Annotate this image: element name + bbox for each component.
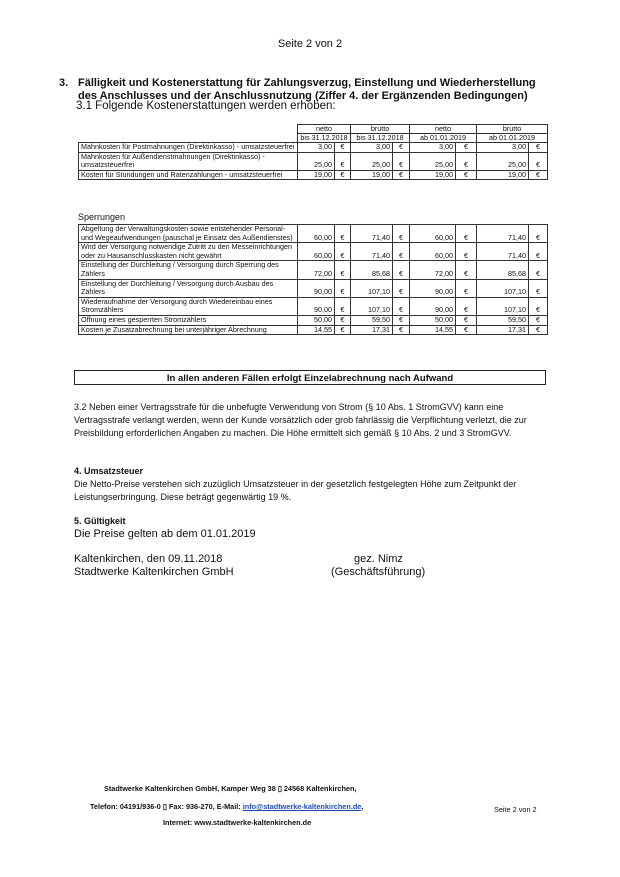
price-value: 14,55: [298, 325, 335, 335]
section-5-text: Die Preise gelten ab dem 01.01.2019: [74, 528, 256, 540]
currency-symbol: €: [456, 225, 477, 243]
price-value: 107,10: [477, 279, 529, 297]
currency-symbol: €: [393, 143, 410, 153]
table-row: [79, 225, 548, 243]
price-value: 72,00: [298, 261, 335, 279]
currency-symbol: €: [529, 297, 548, 315]
section-3-2-text: 3.2 Neben einer Vertragsstrafe für die unbefugte Verwendung von Strom (§ 10 Abs. 1 StromGVV) kann eine Vertragsstrafe verlangt werden, wenn der Kunde vorsätzlich oder grob fahrlässig die Verpflichtung verletzt, die zur Preisbildung erforderlichen Angaben zu machen. Die Höhe ermittelt sich gemäß § 10 Abs. 2 und 3 StromGVV.: [74, 402, 527, 438]
section-5-title: 5. Gültigkeit: [74, 516, 126, 526]
footer-contact-text: Telefon: 04191/936-0 ▯ Fax: 936-270, E-Mail:: [90, 802, 243, 811]
header-brutto-2018: brutto: [351, 125, 410, 134]
table-row: [79, 261, 548, 279]
currency-symbol: €: [393, 152, 410, 170]
row-label: Mahnkosten für Außendienstmahnungen (Direktinkasso) - umsatzsteuerfrei: [79, 152, 298, 170]
table-row: [79, 315, 548, 325]
currency-symbol: €: [393, 261, 410, 279]
currency-symbol: €: [529, 243, 548, 261]
currency-symbol: €: [529, 170, 548, 180]
price-value: 107,10: [351, 279, 393, 297]
row-label: Wiederaufnahme der Versorgung durch Wiedereinbau eines Stromzählers: [79, 297, 298, 315]
currency-symbol: €: [393, 279, 410, 297]
currency-symbol: €: [393, 225, 410, 243]
currency-symbol: €: [335, 279, 351, 297]
price-value: 25,00: [351, 152, 393, 170]
price-value: 19,00: [410, 170, 456, 180]
price-value: 50,00: [410, 315, 456, 325]
footer-contact-suffix: ,: [361, 802, 364, 811]
price-value: 90,00: [410, 279, 456, 297]
price-value: 90,00: [298, 297, 335, 315]
signature-company: Stadtwerke Kaltenkirchen GmbH: [74, 566, 234, 578]
price-value: 71,40: [351, 243, 393, 261]
currency-symbol: €: [529, 225, 548, 243]
price-value: 59,50: [351, 315, 393, 325]
price-value: 85,68: [477, 261, 529, 279]
table-row: [79, 143, 548, 153]
header-netto-2019: netto: [410, 125, 477, 134]
fee-table-reminders: [78, 124, 548, 180]
currency-symbol: €: [529, 279, 548, 297]
currency-symbol: €: [456, 261, 477, 279]
currency-symbol: €: [393, 297, 410, 315]
currency-symbol: €: [335, 261, 351, 279]
currency-symbol: €: [529, 325, 548, 335]
currency-symbol: €: [456, 315, 477, 325]
price-value: 19,00: [477, 170, 529, 180]
row-label: Abgeltung der Verwaltungskosten sowie entstehender Personal- und Wegeaufwendungen (pauschal je Einsatz des Außendienstes): [79, 225, 298, 243]
currency-symbol: €: [529, 315, 548, 325]
section-3-number: 3.: [59, 77, 69, 89]
table-row: [79, 279, 548, 297]
currency-symbol: €: [335, 315, 351, 325]
price-value: 50,00: [298, 315, 335, 325]
price-value: 59,50: [477, 315, 529, 325]
price-value: 3,00: [410, 143, 456, 153]
price-value: 107,10: [351, 297, 393, 315]
row-label: Wird der Versorgung notwendige Zutritt zu den Messeinrichtungen oder zu Hausanschlusskasten nicht gewährt: [79, 243, 298, 261]
footer-website: Internet: www.stadtwerke-kaltenkirchen.de: [163, 818, 312, 827]
currency-symbol: €: [335, 152, 351, 170]
price-value: 71,40: [351, 225, 393, 243]
price-value: 90,00: [298, 279, 335, 297]
section-4-text: Die Netto-Preise verstehen sich zuzüglich Umsatzsteuer in der gesetzlich festgelegten Höhe zum Zeitpunkt der Leistungserbringung. Diese beträgt gegenwärtig 19 %.: [74, 479, 517, 502]
row-label: Einstellung der Durchleitung / Versorgung durch Sperrung des Zählers: [79, 261, 298, 279]
signature-place-date: Kaltenkirchen, den 09.11.2018: [74, 553, 223, 565]
currency-symbol: €: [335, 243, 351, 261]
header-period: ab 01.01.2019: [410, 134, 477, 143]
currency-symbol: €: [335, 297, 351, 315]
billing-banner: In allen anderen Fällen erfolgt Einzelabrechnung nach Aufwand: [74, 370, 546, 385]
row-label: Kosten für Stundungen und Ratenzahlungen - umsatzsteuerfrei: [79, 170, 298, 180]
row-label: Öffnung eines gesperrten Stromzählers: [79, 315, 298, 325]
price-value: 71,40: [477, 225, 529, 243]
row-label: Kosten je Zusatzabrechnung bei unterjähriger Abrechnung: [79, 325, 298, 335]
table-row: [79, 152, 548, 170]
table-row: [79, 297, 548, 315]
price-value: 85,68: [351, 261, 393, 279]
footer-email-link[interactable]: info@stadtwerke-kaltenkirchen.de: [242, 802, 362, 811]
currency-symbol: €: [456, 170, 477, 180]
header-brutto-2019: brutto: [477, 125, 548, 134]
price-value: 60,00: [410, 225, 456, 243]
fee-table-sperrungen: [78, 224, 548, 335]
currency-symbol: €: [456, 243, 477, 261]
price-value: 19,00: [298, 170, 335, 180]
price-value: 60,00: [298, 243, 335, 261]
currency-symbol: €: [335, 170, 351, 180]
table-row: [79, 325, 548, 335]
header-period: bis 31.12.2018: [351, 134, 410, 143]
price-value: 71,40: [477, 243, 529, 261]
sperrungen-label: Sperrungen: [78, 212, 126, 222]
table-row: [79, 170, 548, 180]
currency-symbol: €: [456, 152, 477, 170]
currency-symbol: €: [529, 152, 548, 170]
price-value: 72,00: [410, 261, 456, 279]
currency-symbol: €: [529, 261, 548, 279]
header-period: ab 01.01.2019: [477, 134, 548, 143]
currency-symbol: €: [335, 143, 351, 153]
currency-symbol: €: [393, 315, 410, 325]
price-value: 25,00: [298, 152, 335, 170]
price-value: 90,00: [410, 297, 456, 315]
currency-symbol: €: [393, 325, 410, 335]
currency-symbol: €: [393, 170, 410, 180]
row-label: Einstellung der Durchleitung / Versorgung durch Ausbau des Zählers: [79, 279, 298, 297]
signature-role: (Geschäftsführung): [331, 566, 426, 578]
table-row: [79, 243, 548, 261]
price-value: 107,10: [477, 297, 529, 315]
currency-symbol: €: [456, 297, 477, 315]
currency-symbol: €: [456, 143, 477, 153]
page-header: Seite 2 von 2: [277, 38, 343, 50]
currency-symbol: €: [529, 143, 548, 153]
section-3-1-subtitle: 3.1 Folgende Kostenerstattungen werden erhoben:: [76, 100, 336, 112]
price-value: 60,00: [410, 243, 456, 261]
header-netto-2018: netto: [298, 125, 351, 134]
currency-symbol: €: [393, 243, 410, 261]
header-blank-cell: [79, 125, 298, 134]
section-4-title: 4. Umsatzsteuer: [74, 466, 144, 476]
header-period: bis 31.12.2018: [298, 134, 351, 143]
section-3-title: [59, 77, 548, 102]
price-value: 25,00: [410, 152, 456, 170]
footer-contact: [90, 802, 363, 811]
price-value: 3,00: [477, 143, 529, 153]
price-value: 60,00: [298, 225, 335, 243]
price-value: 25,00: [477, 152, 529, 170]
currency-symbol: €: [456, 279, 477, 297]
price-value: 19,00: [351, 170, 393, 180]
footer-page-number: Seite 2 von 2: [494, 805, 537, 814]
signature-signer: gez. Nimz: [354, 553, 403, 565]
section-3-title-text: Fälligkeit und Kostenerstattung für Zahlungsverzug, Einstellung und Wiederherstellung des Anschlusses und der Anschlussnutzung (Ziffer 4. der Ergänzenden Bedingungen): [78, 77, 536, 102]
footer-address: Stadtwerke Kaltenkirchen GmbH, Kamper Weg 38 ▯ 24568 Kaltenkirchen,: [104, 784, 357, 793]
currency-symbol: €: [335, 225, 351, 243]
price-value: 17,31: [477, 325, 529, 335]
price-value: 3,00: [351, 143, 393, 153]
currency-symbol: €: [456, 325, 477, 335]
price-value: 14,55: [410, 325, 456, 335]
row-label: Mahnkosten für Postmahnungen (Direktinkasso) - umsatzsteuerfrei: [79, 143, 298, 153]
price-value: 17,31: [351, 325, 393, 335]
price-value: 3,00: [298, 143, 335, 153]
currency-symbol: €: [335, 325, 351, 335]
